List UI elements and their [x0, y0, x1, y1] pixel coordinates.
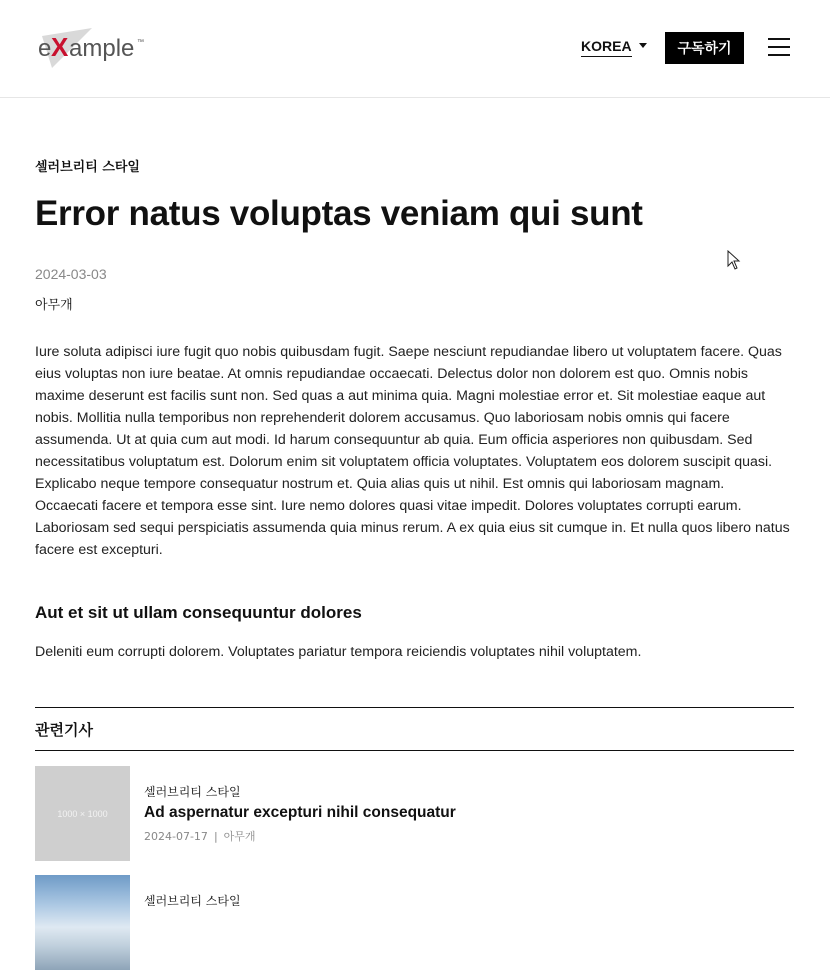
region-label: KOREA: [581, 38, 632, 57]
article-body: Iure soluta adipisci iure fugit quo nobis quibusdam fugit. Saepe nesciunt repudiandae libero ut voluptatem facere. Quas eius voluptas non iure beatae. At omnis repudiandae occaecati. Delectus dolor non dolorem est quo. Omnis nobis maxime deserunt est facilis sunt non. Sed quas a aut minima quia. Magni molestiae error et. Sit molestiae eaque aut nobis. Mollitia nulla temporibus non reprehenderit dolorem accusamus. Quo laboriosam nobis omnis qui facere assumenda. Ut at quia cum aut modi. Id harum consequuntur ab quia. Eum officia asperiores non quibusdam. Sed necessitatibus voluptatum est. Dolorum enim sit voluptatem officia voluptates. Voluptatem eos dolorem suscipit quasi. Explicabo neque tempore consequatur nostrum et. Quia alias quis ut nihil. Est omnis qui laboriosam magnam. Occaecati facere et tempora esse sint. Iure nemo dolores quasi vitae impedit. Dolores voluptates corrupti earum. Laboriosam sed sequi perspiciatis assumenda quia minus rerum. A ex quia eius sit cumque in. Et nulla quos libero natus facere est excepturi.: [35, 344, 790, 558]
related-author: 아무개: [223, 830, 256, 843]
related-articles-heading: 관련기사: [35, 707, 794, 751]
article-category[interactable]: 셀러브리티 스타일: [35, 160, 140, 175]
related-category: 셀러브리티 스타일: [144, 894, 241, 908]
article-date: 2024-03-03: [35, 266, 107, 282]
related-category: 셀러브리티 스타일: [144, 785, 241, 799]
caret-down-icon: [639, 43, 647, 48]
related-thumbnail-image: [35, 875, 130, 970]
page-title: Error natus voluptas veniam qui sunt: [35, 194, 643, 233]
svg-text:X: X: [51, 32, 69, 62]
subscribe-button[interactable]: 구독하기: [665, 32, 744, 64]
svg-text:™: ™: [137, 39, 144, 46]
mouse-cursor-icon: [727, 250, 741, 270]
region-selector[interactable]: [581, 38, 647, 57]
meta-separator: |: [213, 830, 218, 843]
article-author: 아무개: [35, 298, 73, 313]
svg-text:e: e: [38, 35, 52, 62]
article-subheading: Aut et sit ut ullam consequuntur dolores: [35, 603, 362, 622]
related-title[interactable]: Ad aspernatur excepturi nihil consequatur: [144, 804, 456, 821]
site-header: [0, 0, 830, 98]
svg-text:ample: ample: [69, 35, 135, 62]
related-date: 2024-07-17: [144, 830, 208, 843]
logo-mark-icon: [38, 26, 148, 70]
hamburger-menu-icon[interactable]: [768, 38, 790, 58]
related-article-item[interactable]: [35, 875, 794, 970]
related-thumbnail-placeholder: 1000 × 1000: [35, 766, 130, 861]
related-article-item[interactable]: [35, 766, 794, 861]
article-subtext: Deleniti eum corrupti dolorem. Voluptates pariatur tempora reiciendis voluptates nihil voluptatem.: [35, 644, 642, 660]
related-meta: [144, 828, 256, 844]
site-logo[interactable]: [38, 26, 148, 70]
